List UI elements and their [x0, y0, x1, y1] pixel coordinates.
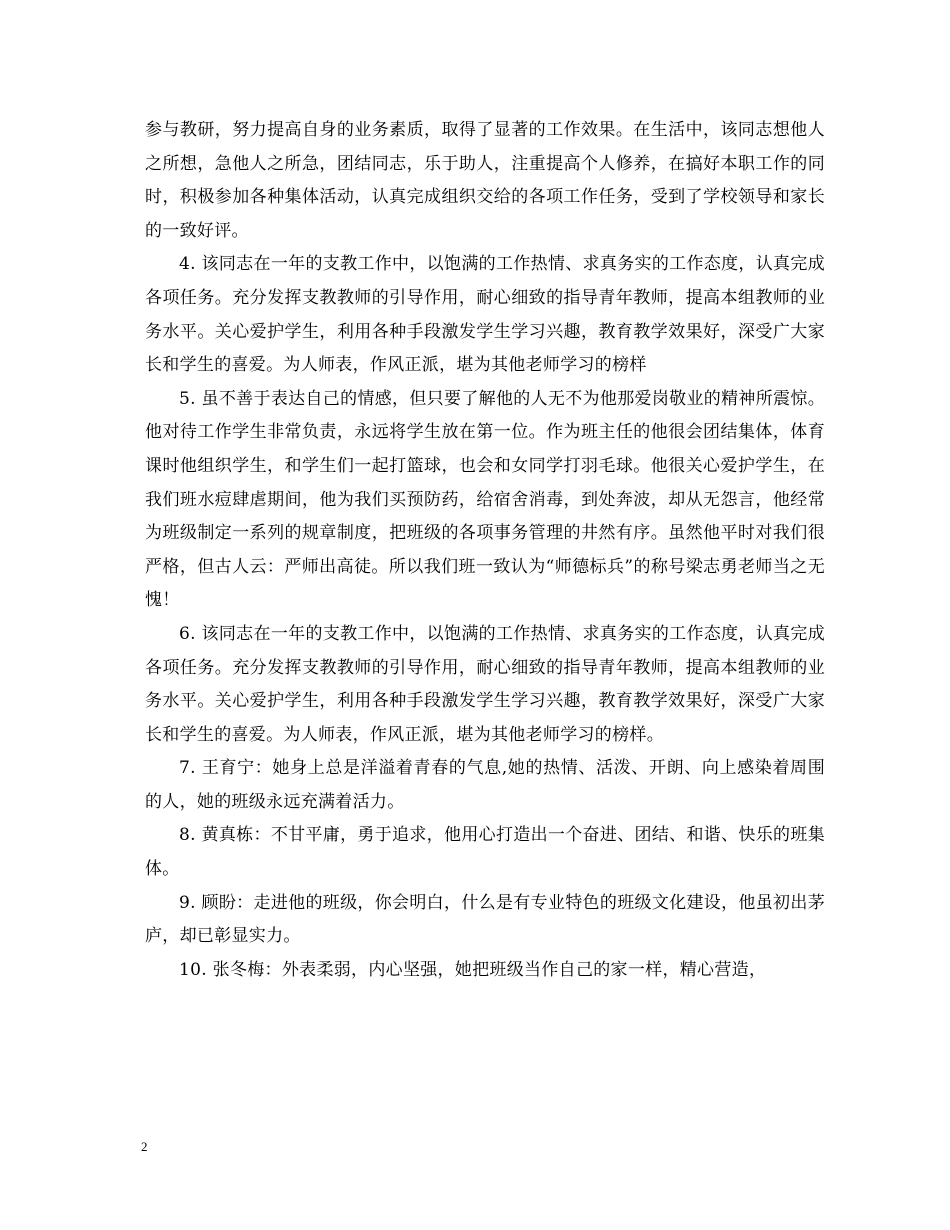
page-number: 2 [141, 1139, 148, 1154]
paragraph-item-4: 4. 该同志在一年的支教工作中，以饱满的工作热情、求真务实的工作态度，认真完成各项任务。充分发挥支教教师的引导作用，耐心细致的指导青年教师，提高本组教师的业务水平。关心爱护学生，利用各种手段激发学生学习兴趣，教育教学效果好，深受广大家长和学生的喜爱。为人师表，作风正派，堪为其他老师学习的榜样 [145, 254, 825, 376]
paragraph-item-10: 10. 张冬梅：外表柔弱，内心坚强，她把班级当作自己的家一样，精心营造， [179, 959, 767, 980]
paragraph-item-6: 6. 该同志在一年的支教工作中，以饱满的工作热情、求真务实的工作态度，认真完成各项任务。充分发挥支教教师的引导作用，耐心细致的指导青年教师，提高本组教师的业务水平。关心爱护学生，利用各种手段激发学生学习兴趣，教育教学效果好，深受广大家长和学生的喜爱。为人师表，作风正派，堪为其他老师学习的榜样。 [145, 623, 825, 745]
paragraph-item-9: 9. 顾盼：走进他的班级，你会明白，什么是有专业特色的班级文化建设，他虽初出茅庐，却已彰显实力。 [145, 892, 825, 947]
paragraph-item-5: 5. 虽不善于表达自己的情感，但只要了解他的人无不为他那爱岗敬业的精神所震惊。他对待工作学生非常负责，永远将学生放在第一位。作为班主任的他很会团结集体，体育课时他组织学生，和学生们一起打篮球，也会和女同学打羽毛球。他很关心爱护学生，在我们班水痘肆虐期间，他为我们买预防药，给宿舍消毒，到处奔波，却从无怨言，他经常为班级制定一系列的规章制度，把班级的各项事务管理的井然有序。虽然他平时对我们很严格，但古人云：严师出高徒。所以我们班一致认为“师德标兵”的称号梁志勇老师当之无愧！ [145, 388, 825, 611]
paragraph-item-7: 7. 王育宁：她身上总是洋溢着青春的气息,她的热情、活泼、开朗、向上感染着周围的人，她的班级永远充满着活力。 [145, 758, 825, 812]
paragraph-continued: 参与教研，努力提高自身的业务素质，取得了显著的工作效果。在生活中，该同志想他人之所想，急他人之所急，团结同志，乐于助人，注重提高个人修养，在搞好本职工作的同时，积极参加各种集体活动，认真完成组织交给的各项工作任务，受到了学校领导和家长的一致好评。 [145, 120, 825, 241]
paragraph-item-8: 8. 黄真栋：不甘平庸，勇于追求，他用心打造出一个奋进、团结、和谐、快乐的班集体。 [145, 825, 825, 880]
document-body [145, 114, 825, 987]
